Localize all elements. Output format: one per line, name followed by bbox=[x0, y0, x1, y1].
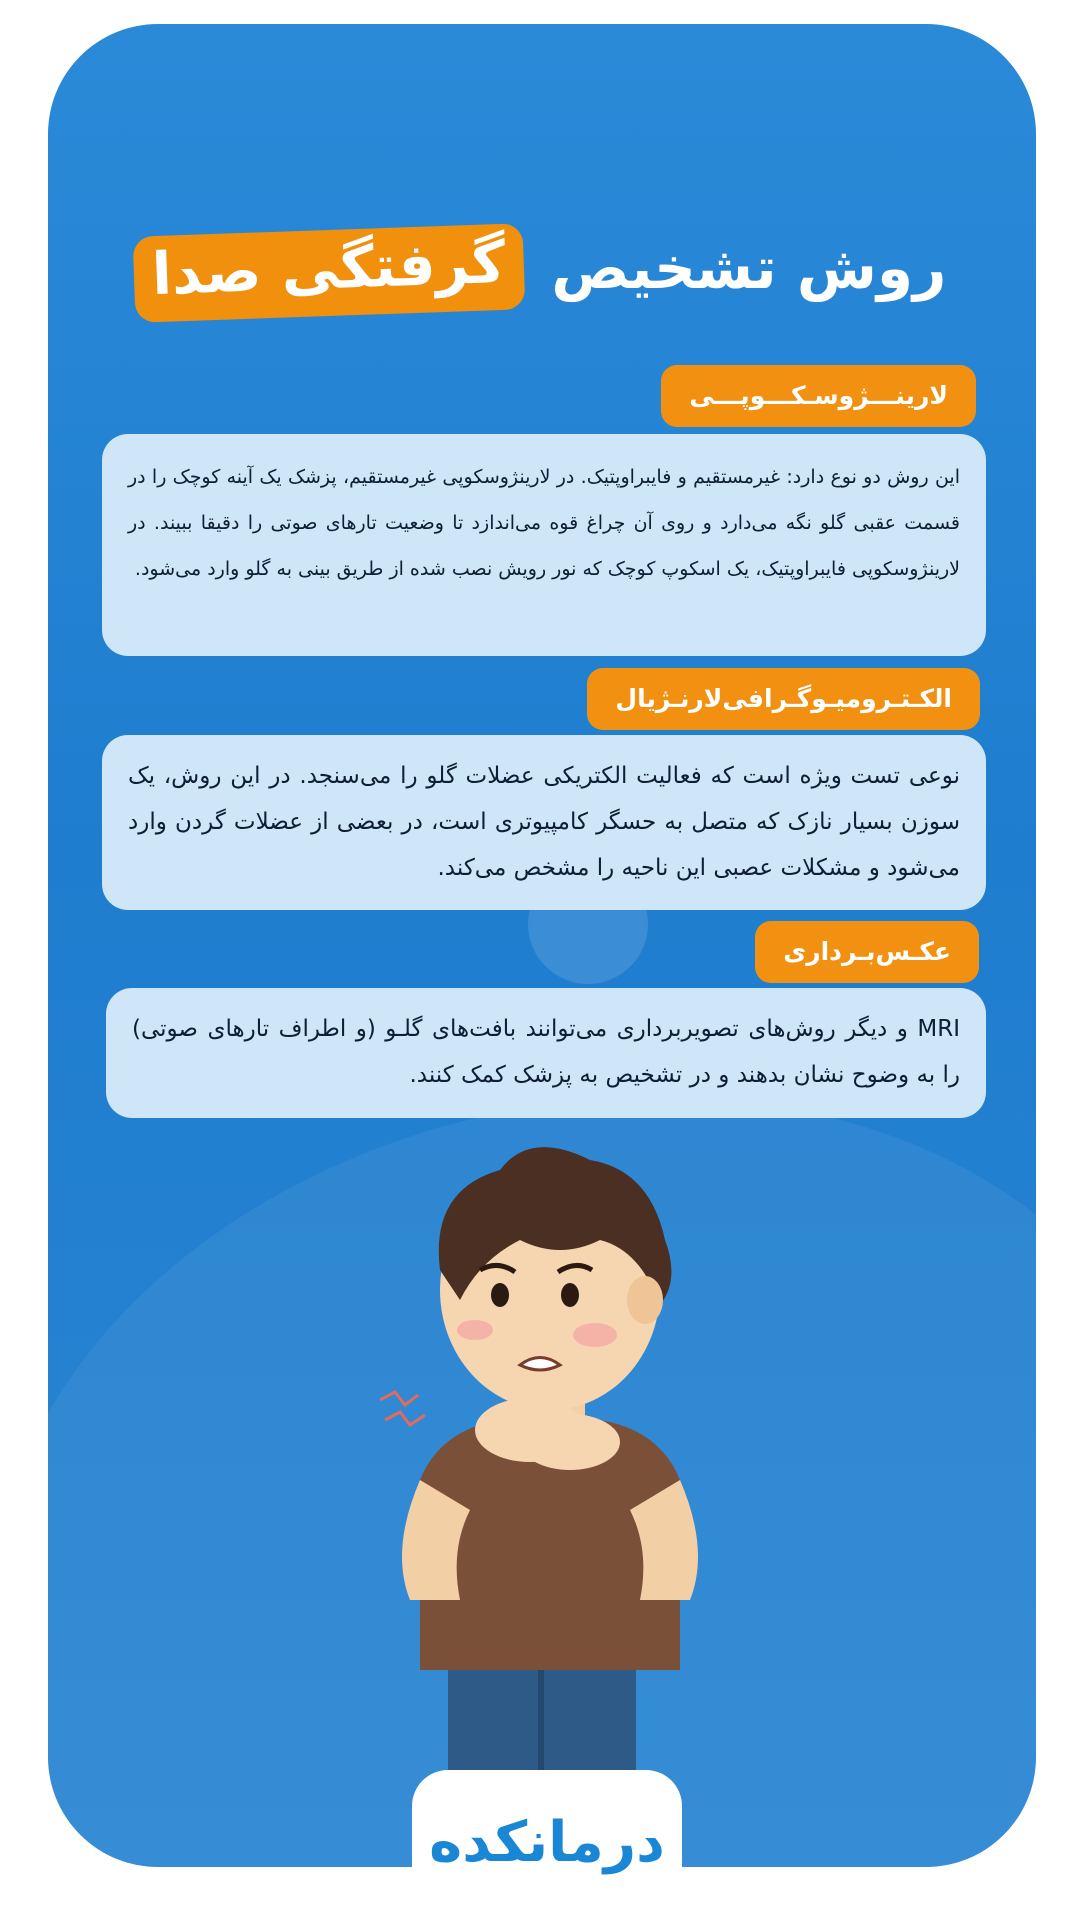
section-text-imaging: MRI و دیگر روش‌های تصویربرداری می‌توانند بافت‌های گلـو (و اطراف تارهای صوتی) را به وضوح نشان بدهند و در تشخیص به پزشک کمک کنند. bbox=[106, 988, 986, 1118]
logo-container bbox=[412, 1770, 682, 1920]
section-text-electromyography: نوعی تست ویژه است که فعالیت الکتریکی عضلات گلو را می‌سنجد. در این روش، یک سوزن بسیار نازک که متصل به حسگر کامپیوتری است، در بعضی از عضلات گردن وارد می‌شود و مشکلات عصبی این ناحیه را مشخص می‌کند. bbox=[102, 735, 986, 910]
boy-sore-throat-illustration bbox=[380, 1130, 720, 1790]
section-text-laryngoscopy: این روش دو نوع دارد: غیرمستقیم و فایبراوپتیک. در لارینژوسکوپی غیرمستقیم، پزشک یک آینه کوچک را در قسمت عقبی گلو نگه می‌دارد و روی آن چراغ قوه می‌اندازد تا وضعیت تارهای صوتی را دقیقا ببیند. در لارینژوسکوپی فایبراوپتیک، یک اسکوپ کوچک که نور رویش نصب شده از طریق بینی به گلو وارد می‌شود. bbox=[102, 434, 986, 656]
page-title bbox=[0, 227, 1080, 316]
brand-logo[interactable]: درمانکده bbox=[429, 1810, 665, 1875]
title-highlight: گرفتگی صدا bbox=[132, 223, 524, 323]
section-label-imaging: عکـس‌بـرداری bbox=[755, 921, 979, 983]
title-main: روش تشخیص bbox=[551, 234, 947, 302]
section-label-electromyography: الکـتـرومیـوگـرافی‌لارنـژیال bbox=[587, 668, 980, 730]
section-label-laryngoscopy: لارینـــژوسـکـــوپـــی bbox=[661, 365, 976, 427]
